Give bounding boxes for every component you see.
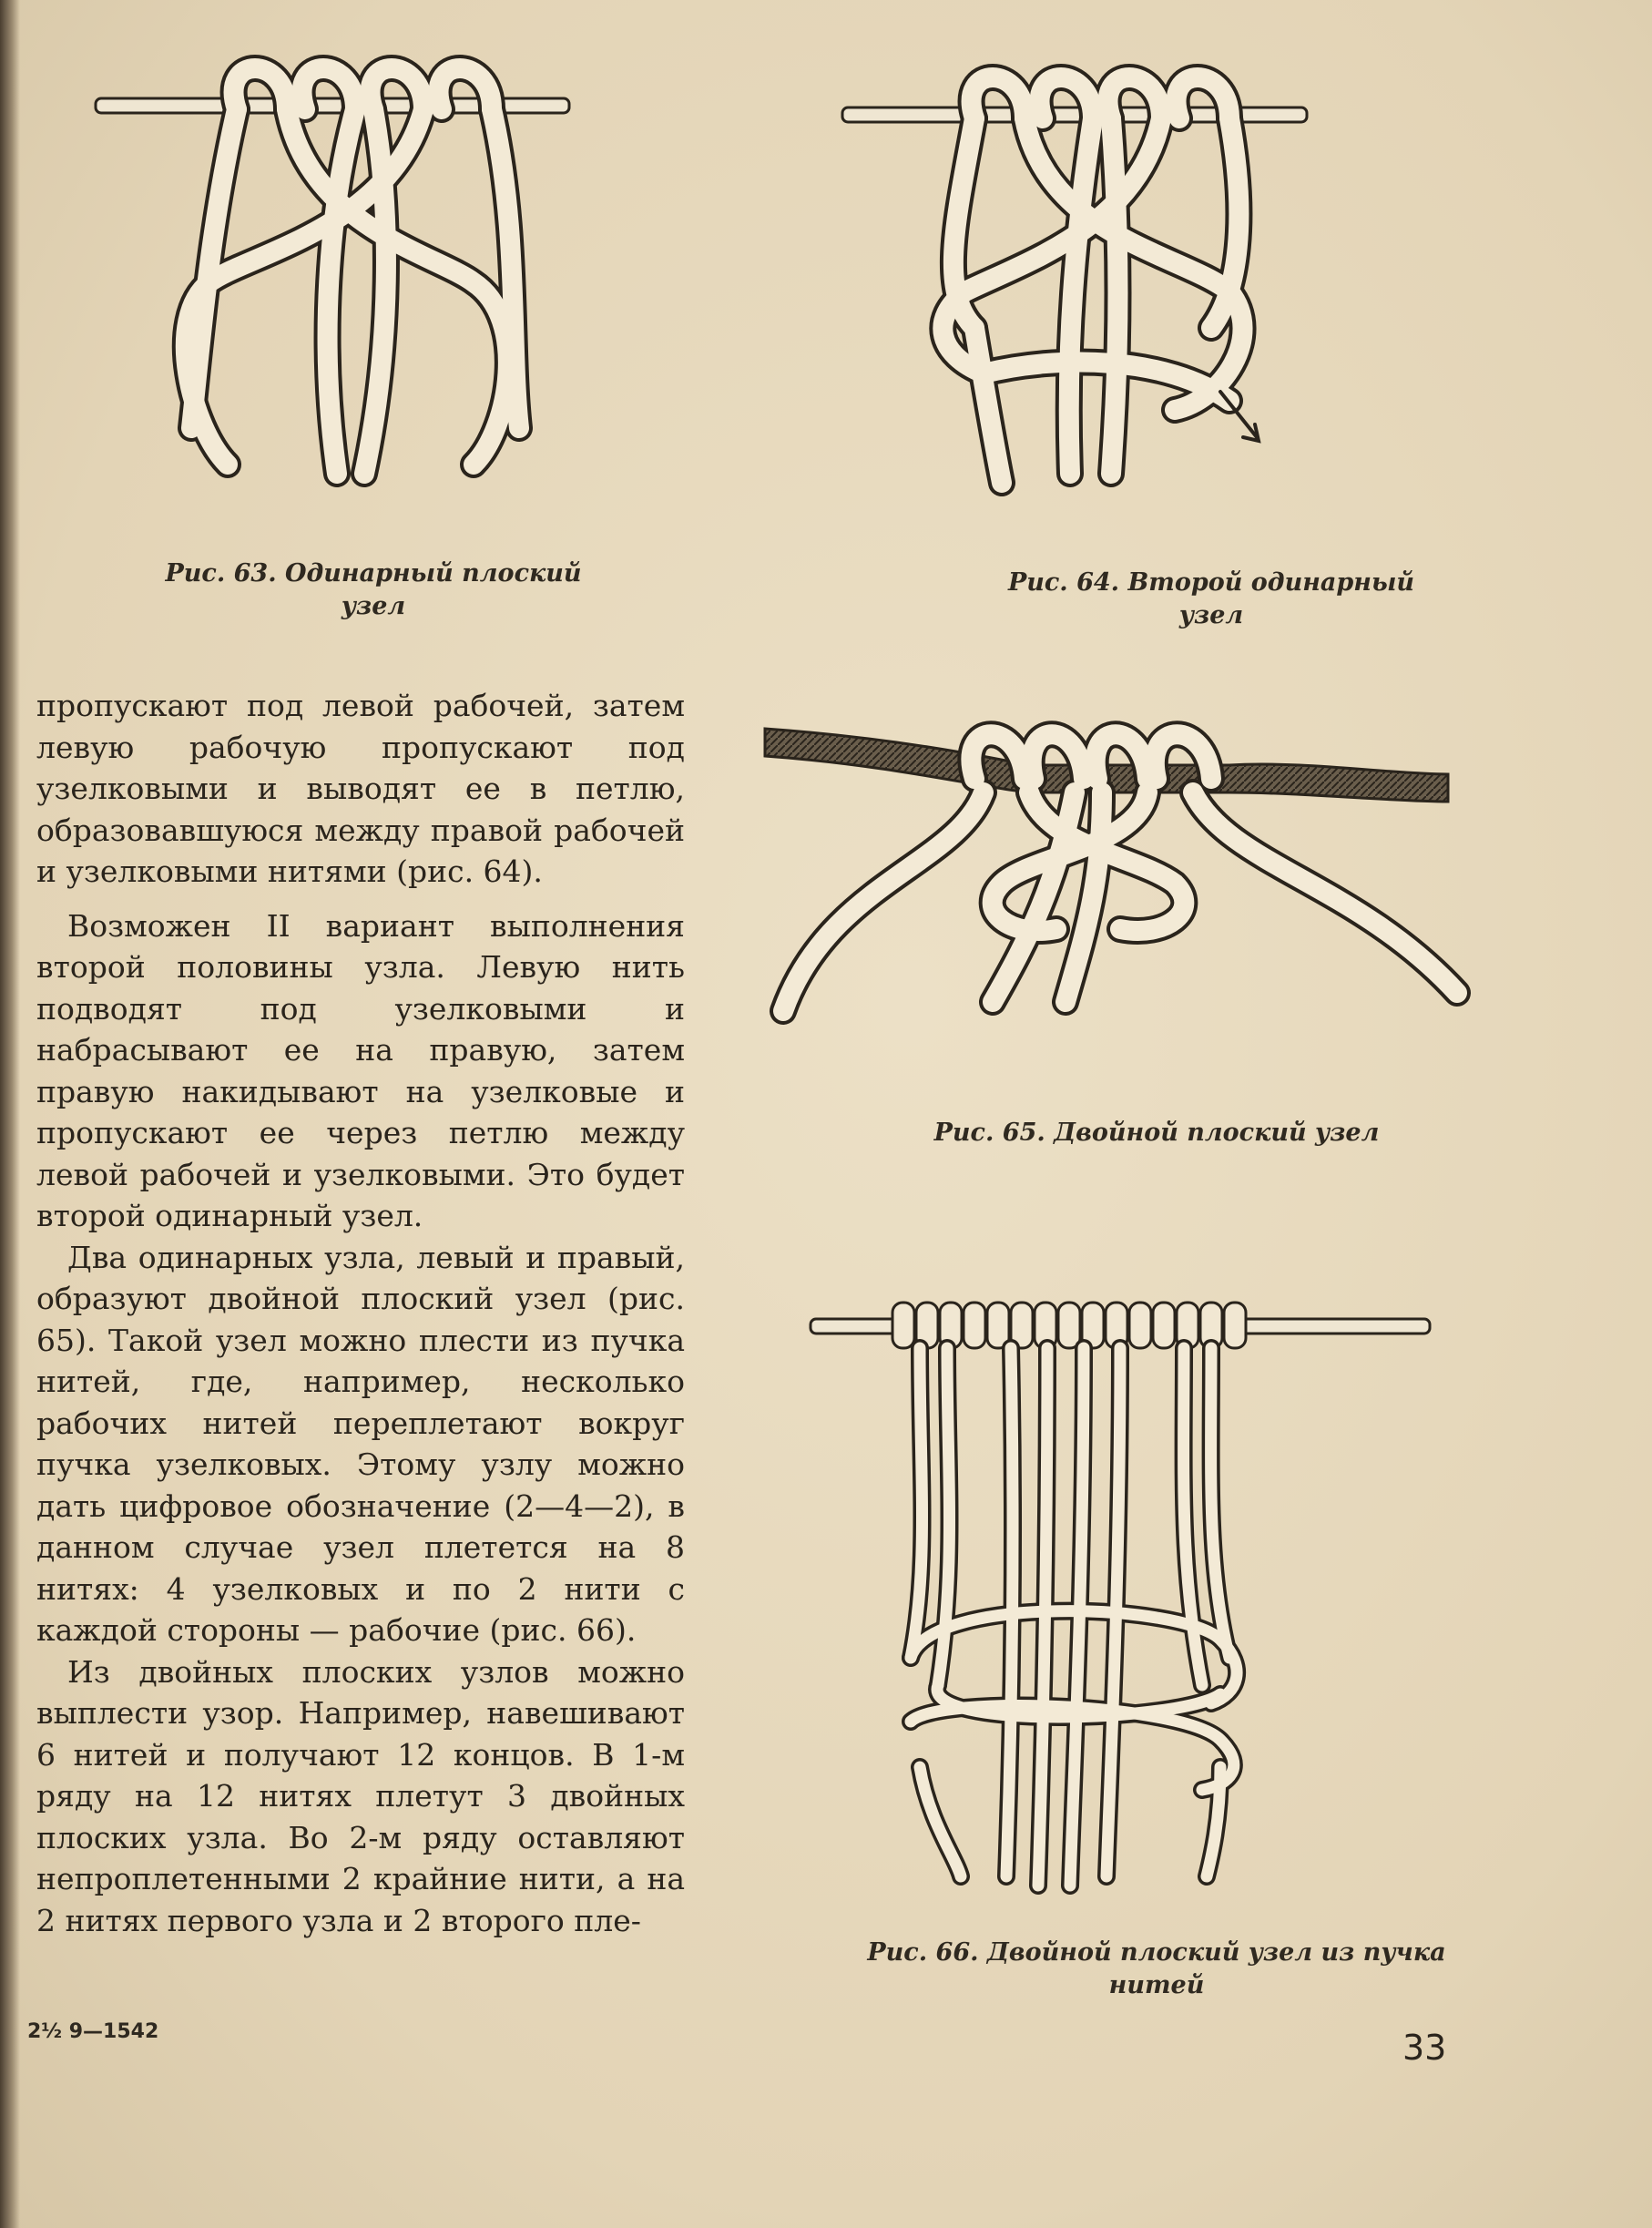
figure-66-caption-line1: Рис. 66. Двойной плоский узел из пучка	[867, 1938, 1446, 1967]
figure-66-bundle-flat-knot	[801, 1293, 1439, 1922]
paragraph-1: пропускают под левой рабочей, затем левую рабочую пропускают под узелковыми и выводят ее в петлю, образовавшуюся между правой рабочей и узелковыми нитями (рис. 64).	[36, 688, 685, 889]
figure-66-caption-line2: нитей	[1108, 1971, 1205, 1999]
figure-64-second-single-knot	[838, 55, 1311, 501]
figure-66-caption	[801, 1937, 1512, 2002]
figure-63-caption-line1: Рис. 63. Одинарный плоский	[165, 559, 582, 588]
figure-65-caption	[838, 1117, 1475, 1150]
book-spine-shadow	[0, 0, 20, 2228]
print-code: 2½ 9—1542	[27, 2020, 159, 2043]
paragraph-4: Из двойных плоских узлов можно выплести узор. Например, навешивают 6 нитей и получают 12 концов. В 1-м ряду на 12 нитях плетут 3 двойных плоских узла. Во 2-м ряду оставляют непроплетенными 2 крайние нити, а на 2 нитях первого узла и 2 второго пле-	[36, 1653, 685, 1938]
body-text-column	[36, 685, 685, 1941]
paragraph-3: Два одинарных узла, левый и правый, образуют двойной плоский узел (рис. 65). Такой узел можно плести из пучка нитей, где, например, несколько рабочих нитей переплетают вокруг пучка узелковых. Этому узлу можно дать цифровое обозначение (2—4—2), в данном случае узел плетется на 8 нитях: 4 узелковых и по 2 нити с каждой стороны — рабочие (рис. 66).	[36, 1239, 685, 1648]
figure-64-caption-line2: узел	[1178, 601, 1244, 629]
figure-65-double-flat-knot	[756, 701, 1484, 1066]
figure-63-single-flat-knot	[91, 46, 574, 492]
figure-63-caption	[137, 557, 610, 623]
paragraph-2: Возможен II вариант выполнения второй половины узла. Левую нить подводят под узелковыми и набрасывают ее на правую, затем правую накидывают на узелковые и пропускают ее через петлю между левой рабочей и узелковыми. Это будет второй одинарный узел.	[36, 907, 685, 1233]
figure-63-caption-line2: узел	[341, 592, 406, 620]
figure-64-caption	[984, 567, 1439, 632]
page-number: 33	[1402, 2028, 1447, 2068]
figure-65-caption-line1: Рис. 65. Двойной плоский узел	[933, 1119, 1380, 1147]
figure-64-caption-line1: Рис. 64. Второй одинарный	[1007, 568, 1415, 597]
